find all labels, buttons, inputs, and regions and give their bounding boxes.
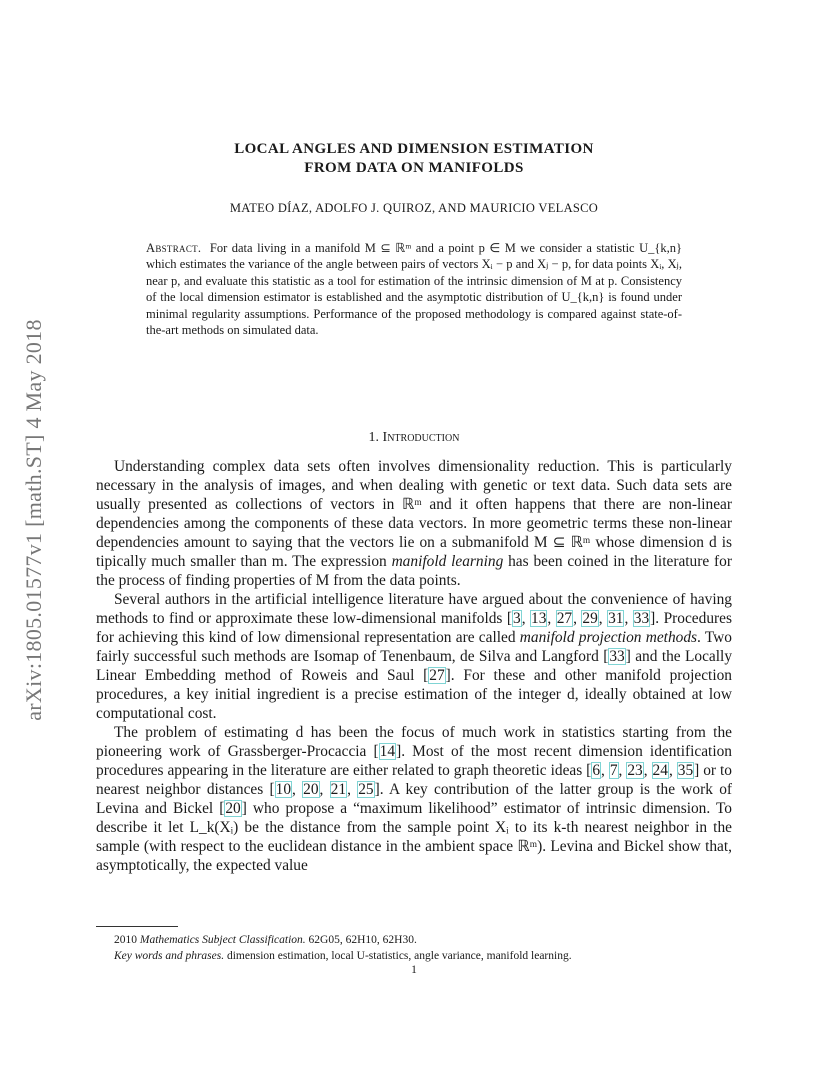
text-run: ]. Procedures for achieving this kind of low dimensional representation are called <box>96 610 732 646</box>
keywords-footnote <box>96 948 732 964</box>
paragraph-1 <box>96 457 732 590</box>
footnote-divider <box>96 926 178 927</box>
abstract-label: Abstract. <box>146 241 202 255</box>
citation-link[interactable]: 20 <box>225 800 241 817</box>
abstract-text: For data living in a manifold M ⊆ ℝᵐ and a point p ∈ M we consider a statistic U_{k,n} which estimates the variance of the angle between pairs of vectors Xᵢ − p and Xⱼ − p, for data points Xᵢ, Xⱼ, near p, and evaluate this statistic as a tool for estimation of the intrinsic dimension of M at p. Consistency of the local dimension estimator is established and the asymptotic distribution of U_{k,n} is found under minimal regularity assumptions. Performance of the proposed methodology is compared against state-of-the-art methods on simulated data. <box>146 241 682 338</box>
citation-link[interactable]: 3 <box>513 610 521 627</box>
text-run: ] who propose a “maximum likelihood” estimator of intrinsic dimension. To describe it let L_k(Xᵢ) be the distance from the sample point Xᵢ to its k-th nearest neighbor in the sample (with respect to the euclidean distance in the ambient space ℝᵐ). Levina and Bickel show that, asymptotically, the expected value <box>96 800 732 874</box>
citation-link[interactable]: 21 <box>330 781 347 798</box>
page-number: 1 <box>411 964 417 976</box>
introduction-body <box>96 457 732 875</box>
citation-link[interactable]: 25 <box>358 781 374 798</box>
citation-link[interactable]: 24 <box>652 762 668 779</box>
paragraph-3: The problem of estimating d has been the focus of much work in statistics starting from the pioneering work of Grassberger-Procaccia [14]. Most of the most recent dimension identification procedures appearing in the literature are either related to graph theoretic ideas [6, 7, 23, 24, 35] or to nearest neighbor distances [10, 20, 21, 25]. A key contribution of the latter group is the work of Levina and Bickel [20] who propose a “maximum likelihood” estimator of intrinsic dimension. To describe it let L_k(Xᵢ) be the distance from the sample point Xᵢ to its k-th nearest neighbor in the sample (with respect to the euclidean distance in the ambient space ℝᵐ). Levina and Bickel show that, asymptotically, the expected value <box>96 724 733 874</box>
text-run: ]. For these and other manifold projection procedures, a key initial ingredient is a precise estimation of the integer d, ideally obtained at low computational cost. <box>96 667 732 722</box>
citation-link[interactable]: 20 <box>303 781 319 798</box>
text-run: 2010 <box>114 934 140 946</box>
citation-link[interactable]: 13 <box>531 610 547 627</box>
paper-title <box>96 140 732 178</box>
text-run: The problem of estimating d has been the focus of much work in statistics starting from the pioneering work of Grassberger-Procaccia [ <box>96 724 732 760</box>
title-line-2: FROM DATA ON MANIFOLDS <box>304 160 524 176</box>
text-run: has been coined in the literature for the process of finding properties of M from the data points. <box>96 553 732 589</box>
citation-link[interactable]: 35 <box>677 762 694 779</box>
citation-link[interactable]: 31 <box>608 610 624 627</box>
citation-link[interactable]: 6 <box>592 762 601 779</box>
citation-link[interactable]: 7 <box>609 762 618 779</box>
section-title: Introduction <box>382 430 460 445</box>
paragraph-2: Several authors in the artificial intelligence literature have argued about the convenience of having methods to find or approximate these low-dimensional manifolds [3, 13, 27, 29, 31, 33]. Procedures for achieving this kind of low dimensional representation are called manifold projection methods. Two fairly successful such methods are Isomap of Tenenbaum, de Silva and Langford [33] and the Locally Linear Embedding method of Roweis and Saul [27]. For these and other manifold projection procedures, a key initial ingredient is a precise estimation of the integer d, ideally obtained at low computational cost. <box>96 591 733 722</box>
citation-link[interactable]: 27 <box>429 667 445 684</box>
authors: MATEO DÍAZ, ADOLFO J. QUIROZ, AND MAURICIO VELASCO <box>229 201 599 215</box>
citation-link[interactable]: 33 <box>633 610 650 627</box>
text-run: ] or to nearest neighbor distances [ <box>96 762 732 798</box>
footnotes <box>96 932 732 964</box>
text-run: ] and the Locally Linear Embedding method of Roweis and Saul [ <box>96 648 733 684</box>
text-run: Understanding complex data sets often involves dimensionality reduction. This is particularly necessary in the analysis of images, and when dealing with genetic or text data. Such data sets are usually presented as collections of vectors in ℝᵐ and it often happens that there are non-linear dependencies among the components of these data vectors. In more geometric terms these non-linear dependencies amount to saying that the vectors lie on a submanifold M ⊆ ℝᵐ whose dimension d is tipically much smaller than m. The expression <box>96 458 732 570</box>
emphasis-text: manifold projection methods <box>519 629 698 646</box>
text-run: ]. A key contribution of the latter group is the work of Levina and Bickel [ <box>96 781 733 817</box>
text-run: 62G05, 62H10, 62H30. <box>305 934 417 946</box>
msc-label: Mathematics Subject Classification. <box>139 934 306 946</box>
keywords-label: Key words and phrases. <box>114 950 225 962</box>
citation-link[interactable]: 27 <box>556 610 573 627</box>
text-run: ]. Most of the most recent dimension identification procedures appearing in the literature are either related to graph theoretic ideas [ <box>96 743 732 779</box>
citation-link[interactable]: 33 <box>609 648 625 665</box>
citation-link[interactable]: 14 <box>379 743 396 760</box>
section-number: 1. <box>368 430 380 445</box>
msc-footnote <box>96 932 732 948</box>
text-run: dimension estimation, local U-statistics, angle variance, manifold learning. <box>224 950 572 962</box>
arxiv-sidebar <box>14 270 54 770</box>
citation-link[interactable]: 23 <box>627 762 643 779</box>
emphasis-text: manifold learning <box>391 553 504 570</box>
text-run: . Two fairly successful such methods are Isomap of Tenenbaum, de Silva and Langford [ <box>96 629 732 665</box>
abstract <box>146 240 682 338</box>
citation-link[interactable]: 29 <box>582 610 598 627</box>
citation-link[interactable]: 10 <box>275 781 292 798</box>
arxiv-identifier: arXiv:1805.01577v1 [math.ST] 4 May 2018 <box>21 319 46 721</box>
section-heading <box>96 430 732 446</box>
title-line-1: LOCAL ANGLES AND DIMENSION ESTIMATION <box>234 141 594 157</box>
text-run: Several authors in the artificial intelligence literature have argued about the convenience of having methods to find or approximate these low-dimensional manifolds [ <box>96 591 732 627</box>
